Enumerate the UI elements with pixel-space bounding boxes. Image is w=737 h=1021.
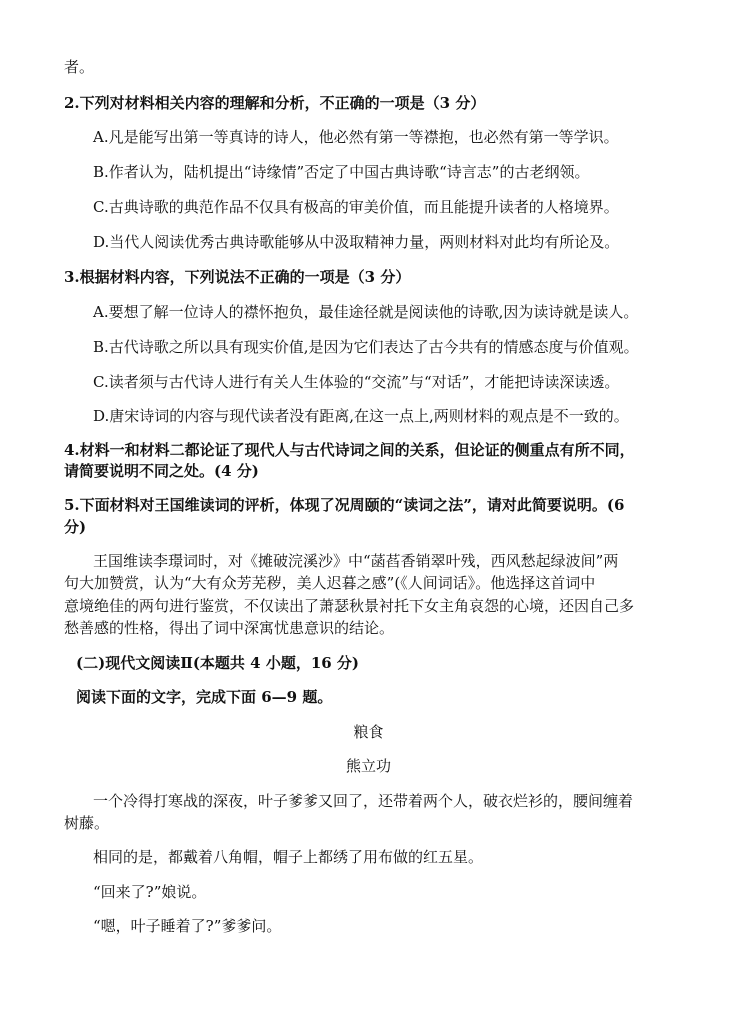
story-line: 一个冷得打寒战的深夜，叶子爹爹又回了，还带着两个人，破衣烂衫的，腰间缠着 (93, 792, 634, 810)
question-4-line1: 4.材料一和材料二都论证了现代人与古代诗词之间的关系，但论证的侧重点有所不同， (64, 441, 635, 459)
instruction-line: 阅读下面的文字，完成下面 6—9 题。 (76, 688, 333, 706)
passage-line: 意境绝佳的两句进行鉴赏，不仅读出了萧瑟秋景衬托下女主角哀怨的心境，还因自己多 (64, 597, 635, 615)
question-3-heading: 3.根据材料内容，下列说法不正确的一项是（3 分） (64, 268, 411, 286)
passage-line: 王国维读李璟词时，对《摊破浣溪沙》中“菡萏香销翠叶残，西风愁起绿波间”两 (93, 552, 619, 570)
question-4-line2: 请简要说明不同之处。(4 分) (64, 462, 259, 480)
question-2-heading: 2.下列对材料相关内容的理解和分析，不正确的一项是（3 分） (64, 94, 486, 112)
dialogue-line: “嗯，叶子睡着了?”爹爹问。 (93, 917, 282, 935)
option-3b: B.古代诗歌之所以具有现实价值,是因为它们表达了古今共有的情感态度与价值观。 (93, 338, 639, 356)
dialogue-line: “回来了?”娘说。 (93, 883, 207, 901)
section-heading: (二)现代文阅读Ⅱ(本题共 4 小题，16 分) (76, 654, 360, 672)
article-author: 熊立功 (345, 757, 391, 775)
question-5-line2: 分) (64, 518, 87, 536)
option-2a: A.凡是能写出第一等真诗的诗人，他必然有第一等襟抱，也必然有第一等学识。 (93, 128, 619, 146)
passage-line: 愁善感的性格，得出了词中深寓忧患意识的结论。 (64, 619, 395, 637)
story-line: 树藤。 (64, 814, 110, 832)
option-2d: D.当代人阅读优秀古典诗歌能够从中汲取精神力量，两则材料对此均有所论及。 (93, 233, 620, 251)
option-2c: C.古典诗歌的典范作品不仅具有极高的审美价值，而且能提升读者的人格境界。 (93, 198, 619, 216)
option-3c: C.读者须与古代诗人进行有关人生体验的“交流”与“对话”，才能把诗读深读透。 (93, 373, 620, 391)
passage-line: 句大加赞赏，认为“大有众芳芜秽，美人迟暮之感”(《人间词话》。他选择这首词中 (64, 574, 596, 592)
article-title: 粮食 (353, 723, 384, 741)
text-line: 者。 (64, 58, 95, 76)
question-5-line1: 5.下面材料对王国维读词的评析，体现了况周颐的“读词之法”，请对此简要说明。(6 (64, 496, 625, 514)
option-3a: A.要想了解一位诗人的襟怀抱负，最佳途径就是阅读他的诗歌,因为读诗就是读人。 (93, 303, 639, 321)
option-3d: D.唐宋诗词的内容与现代读者没有距离,在这一点上,两则材料的观点是不一致的。 (93, 407, 629, 425)
story-line: 相同的是，都戴着八角帽，帽子上都绣了用布做的红五星。 (93, 848, 484, 866)
option-2b: B.作者认为，陆机提出“诗缘情”否定了中国古典诗歌“诗言志”的古老纲领。 (93, 163, 590, 181)
